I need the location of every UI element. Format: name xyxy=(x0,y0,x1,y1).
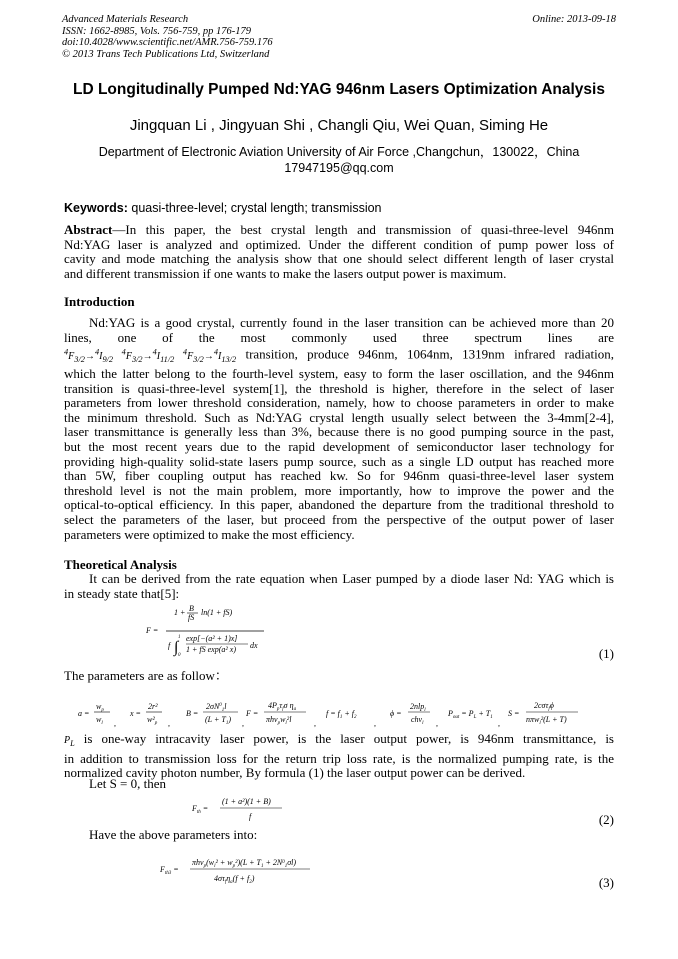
keywords xyxy=(64,201,616,215)
svg-text:πhνp(wl² + wp²)(L + T1 + 2N01σ: $\pi h\nu_p(w_l^2 + w_p^2)(L + T_1 + 2N^0_1\sigma l)$ xyxy=(192,858,297,869)
svg-text:Fth3 =: $F_{th3}$ = xyxy=(160,865,179,876)
equation-2 xyxy=(192,795,292,823)
abstract-line: Abstract—In this paper, the best crystal length and transmission of quasi-three-level 946nm xyxy=(64,222,614,237)
parameter-definitions xyxy=(78,696,618,732)
svg-text:exp[−(a² + 1)x]: exp[−(a² + 1)x] xyxy=(186,634,238,643)
equation-2-number: (2) xyxy=(598,812,614,827)
svg-text:,: , xyxy=(114,719,116,728)
svg-text:4στfηa(f + f2): $4\sigma\tau_f\eta_a(f + f_2)$ xyxy=(214,874,255,885)
copyright: © 2013 Trans Tech Publications Ltd, Switzerland xyxy=(62,48,270,60)
abstract-line: and different transmission if one wants to make the lasers output power is maximum. xyxy=(64,265,507,281)
have-above-text: Have the above parameters into: xyxy=(89,827,258,842)
text-line: $P_L$ is one-way intracavity laser power, is the laser output power, is 946nm transmittance, is xyxy=(64,731,614,748)
svg-text:f: f xyxy=(168,641,171,650)
svg-text:ϕ =: ϕ = xyxy=(390,709,402,718)
equation-3-number: (3) xyxy=(598,875,614,890)
text-line: threshold level is not the main problem, more importantly, how to improve the power and the xyxy=(64,482,614,498)
svg-text:wl: $w_l$ xyxy=(96,715,103,726)
transition-line: $^4F_{3/2}\to^4I_{9/2}$ $^4F_{3/2}\to^4I_{11/2}$ $^4F_{3/2}\to^4I_{13/2}$ transition, produce 946nm, 1064nm, 1319nm infrared radiation, xyxy=(64,346,614,364)
svg-text:0: 0 xyxy=(178,653,181,658)
keywords-label: Keywords: xyxy=(64,201,128,215)
svg-text:,: , xyxy=(374,719,376,728)
transition-formula: $^4F_{3/2}\to^4I_{9/2}$ $^4F_{3/2}\to^4I_{11/2}$ $^4F_{3/2}\to^4I_{13/2}$ xyxy=(64,347,237,364)
svg-text:(L + T1): $(L + T_1)$ xyxy=(205,715,231,726)
svg-text:2cστfϕ: 2cστ$_f$ϕ xyxy=(534,701,554,712)
text-line: which the latter belong to the fourth-level system, easy to form the laser oscillation, and the 946nm xyxy=(64,366,614,382)
introduction-heading: Introduction xyxy=(64,294,135,309)
text-line: lines, one of the most commonly used three spectrum lines are xyxy=(64,329,614,345)
svg-text:πhνpwl²l: $\pi h\nu_pw_l^2l$ xyxy=(266,715,292,726)
svg-text:2σN01l: $2\sigma N^0_1l$ xyxy=(206,702,227,713)
svg-text:,: , xyxy=(168,719,170,728)
text-line: laser transmittance is generally less than 3%, because there is no good pumping source in the past, xyxy=(64,424,614,440)
text-line: parameters from lower threshold consideration, namely, how to choose parameters in order to make xyxy=(64,395,614,411)
text-line: optical-to-optical efficiency. In this paper, abandoned the departure from the traditional threshold to xyxy=(64,497,614,513)
svg-text:x =: x = xyxy=(130,709,141,718)
text-line: than 5W, fiber coupling output has reached kw. So for 946nm quasi-three-level laser system xyxy=(64,468,614,484)
abstract-line: Nd:YAG laser is analyzed and optimized. Under the different condition of pump power loss of xyxy=(64,236,614,252)
svg-text:B =: B = xyxy=(186,709,199,718)
parameter-description xyxy=(64,732,614,781)
email: 17947195@qq.com xyxy=(284,161,394,175)
svg-text:,: , xyxy=(436,719,438,728)
text-line: It can be derived from the rate equation when Laser pumped by a diode laser Nd: YAG which is xyxy=(89,571,614,586)
svg-text:F =: F = xyxy=(246,709,259,718)
svg-text:ln(1 + fS): ln(1 + fS) xyxy=(201,608,233,617)
svg-text:,: , xyxy=(498,719,500,728)
svg-text:2nlpl: 2nlp$_l$ xyxy=(410,702,426,713)
affiliation-block xyxy=(0,144,678,176)
svg-text:F =: F = xyxy=(146,626,159,635)
equation-1-number: (1) xyxy=(598,646,614,661)
svg-text:w²p: $w^2_p$ xyxy=(147,715,158,726)
equation-1 xyxy=(146,603,276,659)
svg-text:nπwl²(L + T): nπw$_l$²(L + T) xyxy=(526,715,567,726)
svg-text:(1 + a²)(1 + B): (1 + a²)(1 + B) xyxy=(222,797,271,806)
svg-text:,: , xyxy=(242,719,244,728)
text-line: Nd:YAG is a good crystal, currently found in the laser transition can be achieved more than 20 xyxy=(89,315,614,330)
svg-text:∫: ∫ xyxy=(174,639,179,656)
text-line: but the most recent years due to the rapid development of semiconductor laser technology for xyxy=(64,439,614,455)
text-line: parameters were optimized to make the most efficiency. xyxy=(64,526,355,542)
svg-text:f = f1 + f2: $f = f_1 + f_2$ xyxy=(326,709,357,720)
svg-text:S =: S = xyxy=(508,709,520,718)
svg-text:fS: fS xyxy=(188,613,195,622)
theory-heading: Theoretical Analysis xyxy=(64,557,177,572)
issn: ISSN: 1662-8985, Vols. 756-759, pp 176-179 xyxy=(62,25,251,37)
journal-header xyxy=(62,14,273,60)
text-line: providing high-quality solid-state lasers pump source, such as a single LD output has reached more xyxy=(64,453,614,469)
svg-text:1: 1 xyxy=(178,635,181,640)
svg-text:B: B xyxy=(189,604,194,613)
journal-name: Advanced Materials Research xyxy=(62,14,189,25)
text-line: the minimum threshold. Such as Nd:YAG crystal length usually select between the 3-4mm[2-4], xyxy=(64,409,614,425)
params-intro: The parameters are as follow： xyxy=(64,668,228,683)
abstract xyxy=(64,223,614,281)
svg-text:4Ppτfσ ηa: $4P_p\tau_f\sigma$ $\eta_a$ xyxy=(268,701,297,712)
theory-paragraph xyxy=(64,572,614,601)
svg-text:chνl: chν$_l$ xyxy=(411,715,424,726)
svg-text:1 +: 1 + xyxy=(174,608,186,617)
authors: Jingquan Li , Jingyuan Shi , Changli Qiu, Wei Quan, Siming He xyxy=(129,117,549,134)
equation-3 xyxy=(160,856,320,886)
svg-text:dx: dx xyxy=(250,641,258,650)
abstract-line: cavity and mode matching the analysis show that one should select different length of laser crystal xyxy=(64,251,614,267)
doi: doi:10.4028/www.scientific.net/AMR.756-759.176 xyxy=(62,37,273,48)
text-line: in steady state that[5]: xyxy=(64,585,180,601)
svg-text:Fth =: $F_{th}$ = xyxy=(192,804,209,815)
svg-text:1 + fS exp(a² x): 1 + fS exp(a² x) xyxy=(186,645,236,654)
let-s-text: Let S = 0, then xyxy=(89,776,167,791)
text-line: in addition to transmission loss for the return trip loss rate, is the normalized pumping rate, is the xyxy=(64,750,614,766)
paper-title: LD Longitudinally Pumped Nd:YAG 946nm Lasers Optimization Analysis xyxy=(73,81,605,98)
introduction-paragraph xyxy=(64,316,614,542)
affiliation: Department of Electronic Aviation University of Air Force ,Changchun，130022，China xyxy=(98,145,580,159)
text-line: normalized cavity photon number, By formula (1) the laser output power can be derived. xyxy=(64,765,526,781)
svg-text:,: , xyxy=(314,719,316,728)
svg-text:wp: $w_p$ xyxy=(96,702,104,713)
svg-text:f: f xyxy=(249,812,252,821)
text-line: select the parameters of the laser, but proceed from the perspective of the output power of laser xyxy=(64,512,614,528)
text-line: transition is quasi-three-level system[1], the threshold is higher, therefore in the select of laser xyxy=(64,380,614,396)
keywords-text: quasi-three-level; crystal length; transmission xyxy=(131,201,382,215)
svg-text:2r²: 2r² xyxy=(148,702,158,711)
svg-text:Pout = PL + T1: $P_{out} = P_L + T_1$ xyxy=(448,709,493,720)
online-date: Online: 2013-09-18 xyxy=(532,14,616,25)
svg-text:a =: a = xyxy=(78,709,90,718)
abstract-label: Abstract xyxy=(64,222,113,237)
